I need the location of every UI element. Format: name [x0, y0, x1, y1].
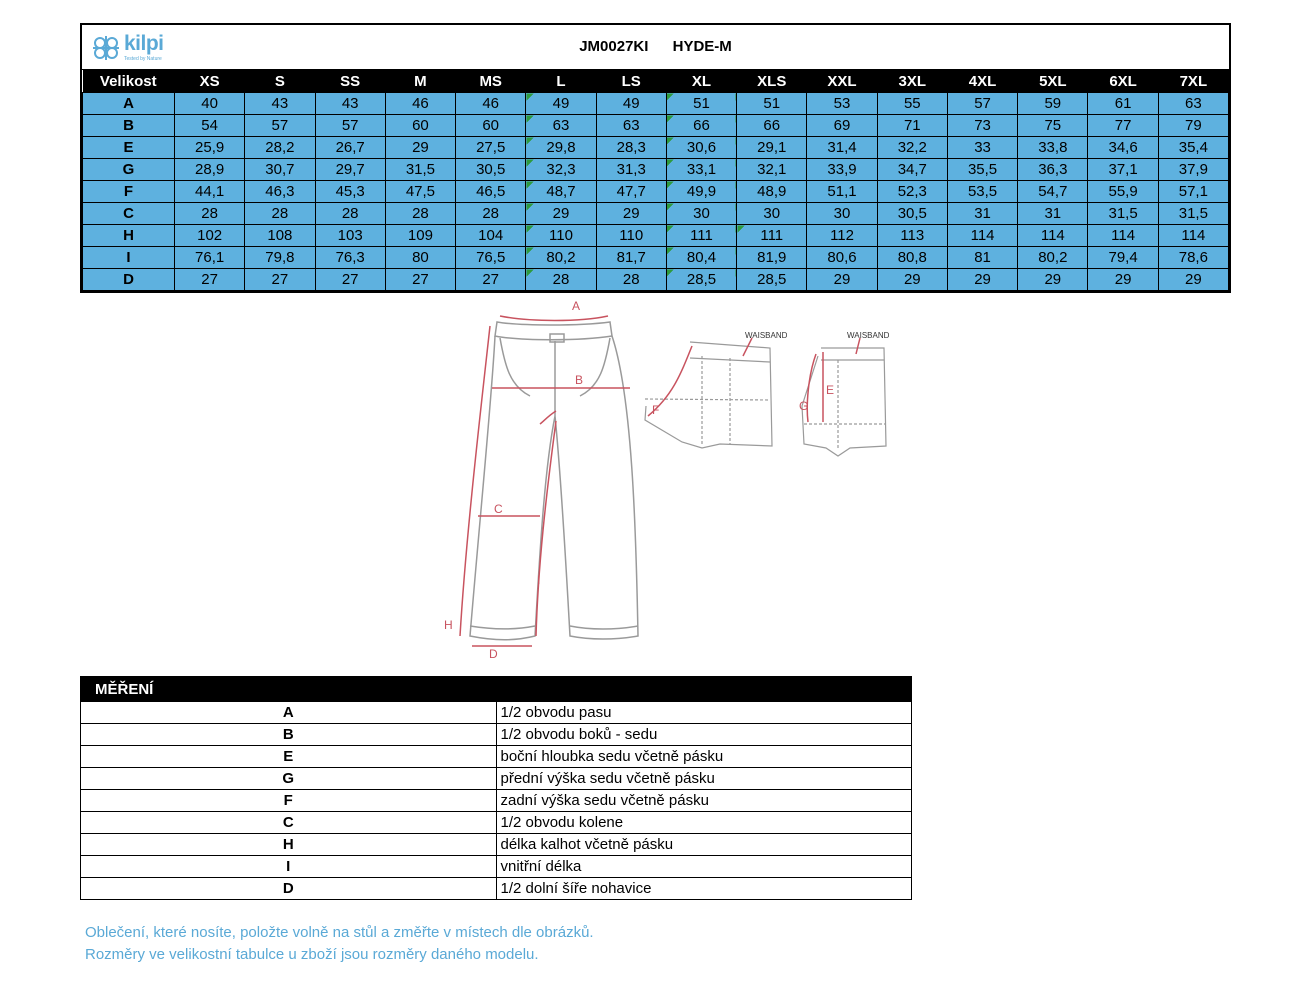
size-cell: 29	[1158, 269, 1228, 291]
size-cell: 28,3	[596, 137, 666, 159]
legend-code: H	[81, 834, 496, 856]
size-cell: 32,2	[877, 137, 947, 159]
legend-row-h	[81, 834, 911, 856]
size-header-5xl: 5XL	[1018, 70, 1088, 93]
size-cell: 61	[1088, 93, 1158, 115]
row-label: I	[83, 247, 175, 269]
size-cell: 29	[877, 269, 947, 291]
size-cell: 79,4	[1088, 247, 1158, 269]
legend-description: délka kalhot včetně pásku	[496, 834, 911, 856]
legend-row-i	[81, 856, 911, 878]
size-cell: 28	[526, 269, 596, 291]
size-cell: 80,4	[666, 247, 736, 269]
size-cell: 81,9	[737, 247, 807, 269]
label-h: H	[444, 618, 453, 632]
size-cell: 37,9	[1158, 159, 1228, 181]
size-cell: 55	[877, 93, 947, 115]
size-cell: 69	[807, 115, 877, 137]
size-cell: 31,3	[596, 159, 666, 181]
size-cell: 53	[807, 93, 877, 115]
size-cell: 111	[666, 225, 736, 247]
size-cell: 29	[596, 203, 666, 225]
size-cell: 63	[526, 115, 596, 137]
size-cell: 25,9	[175, 137, 245, 159]
size-cell: 48,9	[737, 181, 807, 203]
size-cell: 114	[1088, 225, 1158, 247]
size-header-4xl: 4XL	[947, 70, 1017, 93]
label-i: I	[537, 573, 541, 587]
size-cell: 28	[596, 269, 666, 291]
legend-description: 1/2 obvodu pasu	[496, 702, 911, 724]
size-cell: 80,2	[526, 247, 596, 269]
size-cell: 32,3	[526, 159, 596, 181]
waistband-label-left: WAISBAND	[745, 331, 788, 340]
size-header-ms: MS	[456, 70, 526, 93]
size-cell: 71	[877, 115, 947, 137]
size-cell: 29,8	[526, 137, 596, 159]
size-table	[80, 23, 1231, 293]
size-cell: 49	[526, 93, 596, 115]
legend-code: I	[81, 856, 496, 878]
label-e: E	[826, 383, 835, 397]
legend-row-c	[81, 812, 911, 834]
size-cell: 55,9	[1088, 181, 1158, 203]
size-cell: 28,5	[666, 269, 736, 291]
size-header-ls: LS	[596, 70, 666, 93]
size-cell: 49,9	[666, 181, 736, 203]
back-rise-measure	[648, 338, 752, 416]
size-cell: 28,5	[737, 269, 807, 291]
front-rise-measure	[807, 338, 860, 422]
size-cell: 80,2	[1018, 247, 1088, 269]
legend-row-f	[81, 790, 911, 812]
size-header-xls: XLS	[737, 70, 807, 93]
product-title	[82, 38, 1229, 55]
size-header-xl: XL	[666, 70, 736, 93]
legend-row-b	[81, 724, 911, 746]
size-header-xs: XS	[175, 70, 245, 93]
size-cell: 76,1	[175, 247, 245, 269]
logo-wordmark: kilpi	[124, 32, 164, 55]
size-cell: 28,2	[245, 137, 315, 159]
size-cell: 43	[315, 93, 385, 115]
pants-drawing	[470, 322, 638, 640]
size-header-row	[83, 70, 1229, 93]
size-cell: 28	[456, 203, 526, 225]
measure-line-a	[500, 316, 608, 321]
legend-row-a	[81, 702, 911, 724]
size-cell: 79,8	[245, 247, 315, 269]
size-cell: 109	[385, 225, 455, 247]
size-cell: 31,5	[385, 159, 455, 181]
size-cell: 59	[1018, 93, 1088, 115]
size-cell: 29,7	[315, 159, 385, 181]
size-cell: 27,5	[456, 137, 526, 159]
legend-title: MĚŘENÍ	[81, 677, 911, 702]
size-cell: 47,5	[385, 181, 455, 203]
size-cell: 77	[1088, 115, 1158, 137]
label-a: A	[572, 299, 581, 313]
size-cell: 46	[385, 93, 455, 115]
size-cell: 78,6	[1158, 247, 1228, 269]
size-cell: 27	[175, 269, 245, 291]
size-row-e	[83, 137, 1229, 159]
note-line-1: Oblečení, které nosíte, položte volně na stůl a změřte v místech dle obrázků.	[85, 924, 594, 941]
size-cell: 51,1	[807, 181, 877, 203]
size-cell: 75	[1018, 115, 1088, 137]
size-cell: 29	[947, 269, 1017, 291]
measure-line-i	[536, 421, 556, 636]
size-cell: 27	[456, 269, 526, 291]
size-grid	[82, 70, 1229, 291]
size-cell: 30,5	[877, 203, 947, 225]
size-cell: 40	[175, 93, 245, 115]
size-cell: 28,9	[175, 159, 245, 181]
size-row-d	[83, 269, 1229, 291]
size-cell: 79	[1158, 115, 1228, 137]
size-cell: 81	[947, 247, 1017, 269]
size-cell: 33	[947, 137, 1017, 159]
size-header-l: L	[526, 70, 596, 93]
size-cell: 57	[245, 115, 315, 137]
size-cell: 63	[596, 115, 666, 137]
size-cell: 53,5	[947, 181, 1017, 203]
size-cell: 114	[1158, 225, 1228, 247]
size-cell: 31,5	[1088, 203, 1158, 225]
legend-description: 1/2 obvodu kolene	[496, 812, 911, 834]
size-cell: 46	[456, 93, 526, 115]
size-cell: 32,1	[737, 159, 807, 181]
size-cell: 35,5	[947, 159, 1017, 181]
legend-code: D	[81, 878, 496, 900]
label-g: G	[799, 399, 809, 413]
size-cell: 36,3	[1018, 159, 1088, 181]
size-cell: 81,7	[596, 247, 666, 269]
size-header-6xl: 6XL	[1088, 70, 1158, 93]
label-f: F	[652, 403, 660, 417]
legend-row-g	[81, 768, 911, 790]
size-cell: 57,1	[1158, 181, 1228, 203]
size-row-f	[83, 181, 1229, 203]
size-cell: 114	[947, 225, 1017, 247]
size-cell: 103	[315, 225, 385, 247]
size-cell: 49	[596, 93, 666, 115]
size-row-a	[83, 93, 1229, 115]
size-cell: 27	[385, 269, 455, 291]
size-cell: 63	[1158, 93, 1228, 115]
size-cell: 30,7	[245, 159, 315, 181]
label-c: C	[494, 502, 503, 516]
legend-header-row	[81, 677, 911, 702]
size-row-c	[83, 203, 1229, 225]
size-cell: 30	[666, 203, 736, 225]
size-cell: 29	[1088, 269, 1158, 291]
row-label: F	[83, 181, 175, 203]
size-cell: 110	[596, 225, 666, 247]
measurement-diagram	[440, 296, 920, 661]
size-row-h	[83, 225, 1229, 247]
size-cell: 113	[877, 225, 947, 247]
size-cell: 29	[807, 269, 877, 291]
size-header-xxl: XXL	[807, 70, 877, 93]
size-cell: 27	[315, 269, 385, 291]
legend-row-e	[81, 746, 911, 768]
size-cell: 80,8	[877, 247, 947, 269]
legend-description: 1/2 obvodu boků - sedu	[496, 724, 911, 746]
size-header-s: S	[245, 70, 315, 93]
instructions-note	[85, 922, 594, 966]
size-cell: 29,1	[737, 137, 807, 159]
size-cell: 30	[737, 203, 807, 225]
size-cell: 28	[175, 203, 245, 225]
row-label: D	[83, 269, 175, 291]
size-cell: 60	[456, 115, 526, 137]
size-cell: 31	[947, 203, 1017, 225]
size-cell: 51	[666, 93, 736, 115]
legend-code: B	[81, 724, 496, 746]
logo-tagline: Tested by Nature	[124, 56, 162, 62]
legend-description: vnitřní délka	[496, 856, 911, 878]
size-cell: 52,3	[877, 181, 947, 203]
size-cell: 76,5	[456, 247, 526, 269]
size-cell: 29	[526, 203, 596, 225]
size-cell: 66	[737, 115, 807, 137]
size-cell: 34,7	[877, 159, 947, 181]
size-cell: 44,1	[175, 181, 245, 203]
front-rise-drawing	[802, 348, 886, 456]
size-header-m: M	[385, 70, 455, 93]
legend-description: zadní výška sedu včetně pásku	[496, 790, 911, 812]
size-cell: 27	[245, 269, 315, 291]
size-cell: 33,9	[807, 159, 877, 181]
size-cell: 108	[245, 225, 315, 247]
size-cell: 31	[1018, 203, 1088, 225]
size-cell: 37,1	[1088, 159, 1158, 181]
size-cell: 111	[737, 225, 807, 247]
size-cell: 47,7	[596, 181, 666, 203]
legend-description: 1/2 dolní šíře nohavice	[496, 878, 911, 900]
size-row-i	[83, 247, 1229, 269]
size-cell: 46,3	[245, 181, 315, 203]
size-cell: 34,6	[1088, 137, 1158, 159]
pants-measure-lines	[460, 316, 630, 646]
size-cell: 33,8	[1018, 137, 1088, 159]
legend-code: A	[81, 702, 496, 724]
size-cell: 30,6	[666, 137, 736, 159]
size-cell: 51	[737, 93, 807, 115]
size-cell: 73	[947, 115, 1017, 137]
size-cell: 80,6	[807, 247, 877, 269]
size-cell: 80	[385, 247, 455, 269]
note-line-2: Rozměry ve velikostní tabulce u zboží jsou rozměry daného modelu.	[85, 946, 539, 963]
product-code: JM0027KI	[579, 38, 649, 55]
back-rise-drawing	[645, 342, 772, 448]
size-cell: 29	[1018, 269, 1088, 291]
size-cell: 60	[385, 115, 455, 137]
size-cell: 54,7	[1018, 181, 1088, 203]
label-d: D	[489, 647, 498, 661]
size-cell: 110	[526, 225, 596, 247]
size-cell: 76,3	[315, 247, 385, 269]
legend-description: přední výška sedu včetně pásku	[496, 768, 911, 790]
size-cell: 30	[807, 203, 877, 225]
size-cell: 104	[456, 225, 526, 247]
size-cell: 26,7	[315, 137, 385, 159]
size-row-g	[83, 159, 1229, 181]
size-row-b	[83, 115, 1229, 137]
size-cell: 28	[385, 203, 455, 225]
legend-code: F	[81, 790, 496, 812]
size-corner-label: Velikost	[83, 70, 175, 93]
legend-code: E	[81, 746, 496, 768]
size-cell: 46,5	[456, 181, 526, 203]
label-b: B	[575, 373, 584, 387]
size-header-ss: SS	[315, 70, 385, 93]
legend-code: C	[81, 812, 496, 834]
size-cell: 28	[245, 203, 315, 225]
row-label: B	[83, 115, 175, 137]
title-row	[82, 25, 1229, 70]
size-cell: 43	[245, 93, 315, 115]
row-label: H	[83, 225, 175, 247]
legend-code: G	[81, 768, 496, 790]
size-cell: 48,7	[526, 181, 596, 203]
measure-line-h	[460, 326, 490, 636]
size-cell: 114	[1018, 225, 1088, 247]
size-cell: 29	[385, 137, 455, 159]
row-label: G	[83, 159, 175, 181]
size-cell: 30,5	[456, 159, 526, 181]
size-cell: 57	[947, 93, 1017, 115]
size-cell: 54	[175, 115, 245, 137]
size-cell: 28	[315, 203, 385, 225]
size-header-7xl: 7XL	[1158, 70, 1228, 93]
size-cell: 31,4	[807, 137, 877, 159]
size-header-3xl: 3XL	[877, 70, 947, 93]
size-cell: 112	[807, 225, 877, 247]
row-label: E	[83, 137, 175, 159]
product-model: HYDE-M	[672, 38, 732, 55]
size-cell: 57	[315, 115, 385, 137]
size-cell: 45,3	[315, 181, 385, 203]
size-cell: 31,5	[1158, 203, 1228, 225]
size-cell: 33,1	[666, 159, 736, 181]
legend-row-d	[81, 878, 911, 900]
row-label: C	[83, 203, 175, 225]
legend-description: boční hloubka sedu včetně pásku	[496, 746, 911, 768]
row-label: A	[83, 93, 175, 115]
legend-table	[81, 677, 911, 899]
size-cell: 66	[666, 115, 736, 137]
size-cell: 35,4	[1158, 137, 1228, 159]
measurement-legend	[80, 676, 912, 900]
waistband-label-right: WAISBAND	[847, 331, 890, 340]
size-cell: 102	[175, 225, 245, 247]
